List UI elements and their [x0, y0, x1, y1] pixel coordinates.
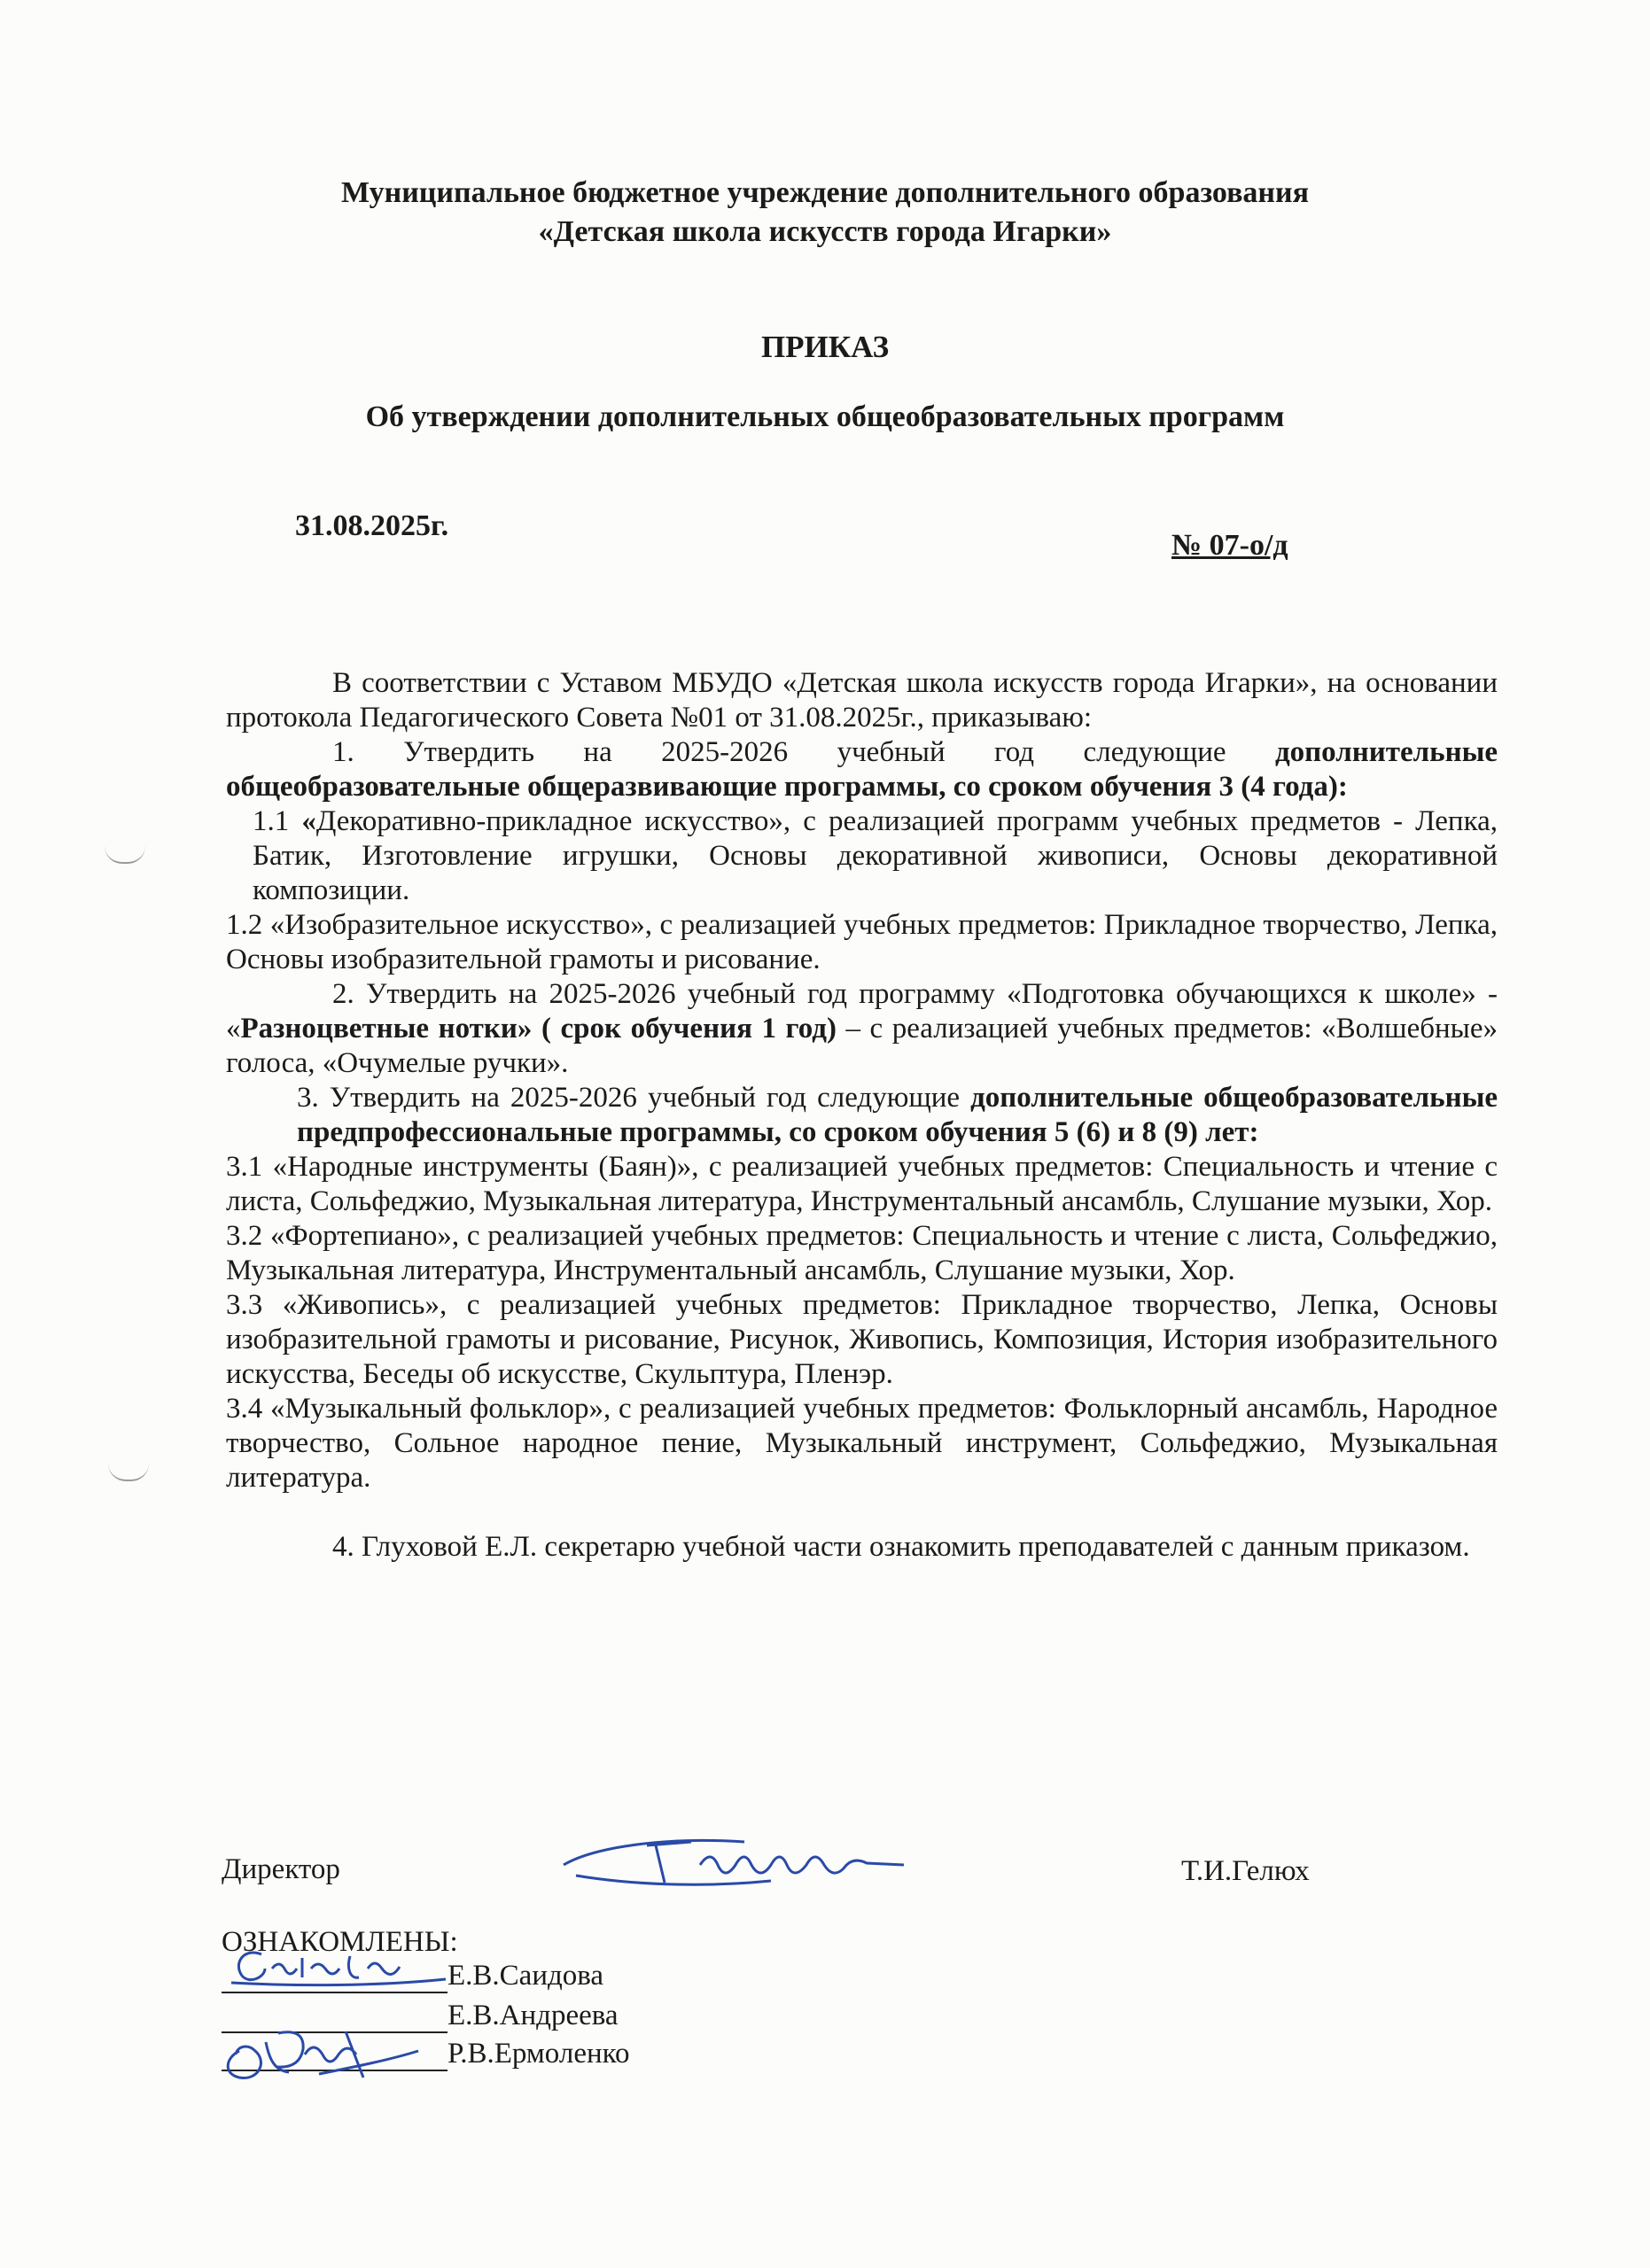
ack-name: Р.В.Ермоленко [448, 2038, 630, 2070]
intro-paragraph: В соответствии с Уставом МБУДО «Детская школа искусств города Игарки», на основании протокола Педагогического Совета №01 от 31.08.2025г., приказываю: [226, 667, 1498, 734]
order-number: № 07-о/д [1171, 529, 1288, 562]
item-3-3: 3.3 «Живопись», с реализацией учебных предметов: Прикладное творчество, Лепка, Основы изобразительной грамоты и рисование, Рисунок, Живопись, Композиция, История изобразительного искусства, Беседы об искусстве, Скульптура, Пленэр. [226, 1289, 1498, 1390]
document-subtitle: Об утверждении дополнительных общеобразовательных программ [365, 400, 1285, 433]
item-3-2: 3.2 «Фортепиано», с реализацией учебных предметов: Специальность и чтение с листа, Сольфеджио, Музыкальная литература, Инструментальный ансамбль, Слушание музыки, Хор. [226, 1220, 1498, 1286]
item-4: 4. Глуховой Е.Л. секретарю учебной части ознакомить преподавателей с данным приказом. [332, 1531, 1470, 1563]
director-name: Т.И.Гелюх [1181, 1855, 1310, 1887]
punch-hole-mark [105, 846, 145, 864]
item-3: 3. Утвердить на 2025-2026 учебный год следующие дополнительные общеобразовательные предпрофессиональные программы, со сроком обучения 5 (6) и 8 (9) лет: [297, 1082, 1498, 1148]
punch-hole-mark [108, 1464, 149, 1481]
item-1-2: 1.2 «Изобразительное искусство», с реализацией учебных предметов: Прикладное творчество, Лепка, Основы изобразительной грамоты и рисование. [226, 909, 1498, 975]
saidova-signature [226, 1942, 456, 1993]
item-1: 1. Утвердить на 2025-2026 учебный год следующие дополнительные общеобразовательные общеразвивающие программы, со сроком обучения 3 (4 года): [226, 736, 1498, 803]
ack-name: Е.В.Андреева [448, 2000, 619, 2031]
institution-header [0, 174, 1650, 252]
acknowledged-label: ОЗНАКОМЛЕНЫ: [222, 1926, 458, 1958]
order-body [226, 666, 1498, 1565]
item-1-1: 1.1 «Декоративно-прикладное искусство», с реализацией программ учебных предметов - Лепка, Батик, Изготовление игрушки, Основы декоративной живописи, Основы декоративной композиции. [253, 805, 1498, 906]
item-3-1: 3.1 «Народные инструменты (Баян)», с реализацией учебных предметов: Специальность и чтение с листа, Сольфеджио, Музыкальная литература, Инструментальный ансамбль, Слушание музыки, Хор. [226, 1151, 1498, 1217]
ermolenko-signature [213, 2016, 425, 2086]
document-title: ПРИКАЗ [760, 330, 890, 364]
ack-name: Е.В.Саидова [448, 1960, 604, 1992]
signer-role: Директор [222, 1853, 340, 1885]
institution-line-2: «Детская школа искусств города Игарки» [538, 215, 1112, 248]
item-3-4: 3.4 «Музыкальный фольклор», с реализацией учебных предметов: Фольклорный ансамбль, Народное творчество, Сольное народное пение, Музыкальный инструмент, Сольфеджио, Музыкальная литература. [226, 1393, 1498, 1494]
institution-line-1: Муниципальное бюджетное учреждение дополнительного образования [340, 176, 1310, 209]
item-2: 2. Утвердить на 2025-2026 учебный год программу «Подготовка обучающихся к школе» - «Разноцветные нотки» ( срок обучения 1 год) – с реализацией учебных предметов: «Волшебные» голоса, «Очумелые ручки». [226, 978, 1498, 1079]
order-date: 31.08.2025г. [295, 509, 449, 542]
director-signature [558, 1829, 930, 1900]
